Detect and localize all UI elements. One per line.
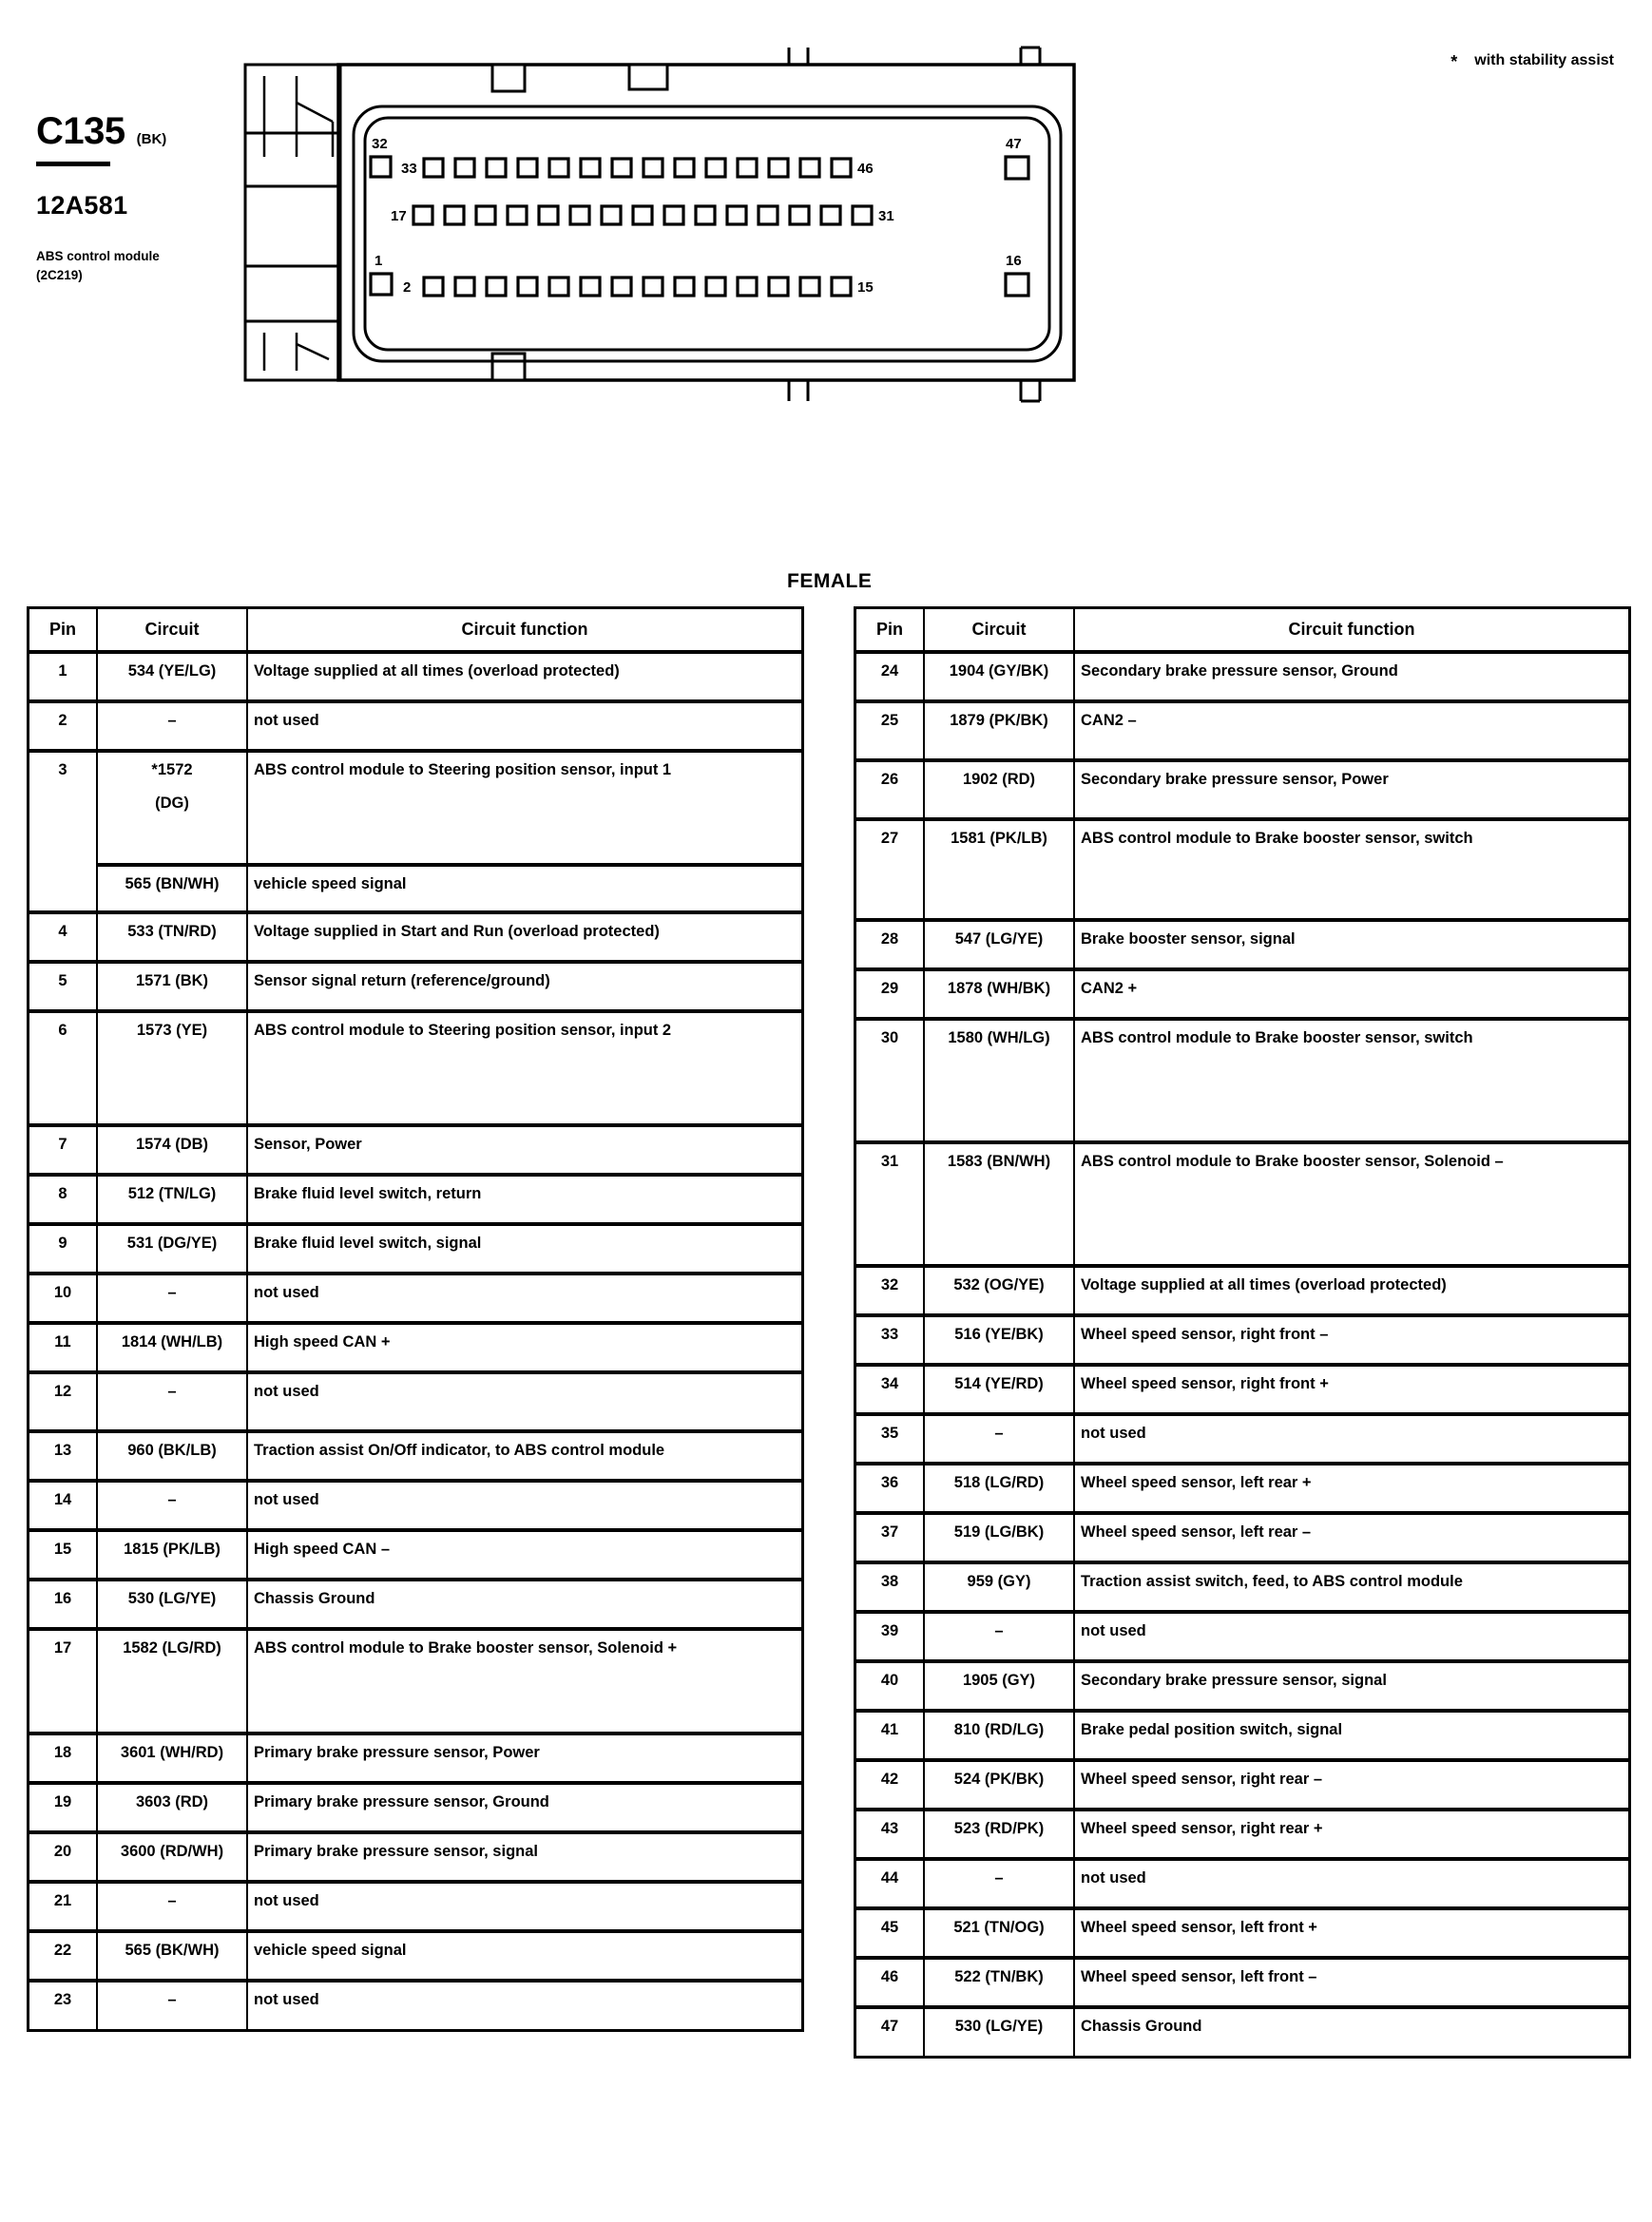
cell-circuit-function: Chassis Ground [1074,2007,1630,2057]
bracket-top-right [1021,48,1040,65]
cell-pin-number: 12 [29,1372,98,1431]
cell-circuit-function: Chassis Ground [247,1580,803,1629]
table-row [855,1513,1630,1562]
table-row [29,1011,803,1125]
cell-circuit-function: not used [247,1481,803,1530]
table-row [29,962,803,1011]
cell-pin-number: 6 [29,1011,98,1125]
pin-label-16: 16 [1006,253,1022,269]
cell-circuit-code: 512 (TN/LG) [97,1175,247,1224]
pin-cavity-17 [413,206,432,224]
cell-pin-number: 25 [855,701,925,760]
cell-circuit-function: vehicle speed signal [247,865,803,912]
pin-cavity-23 [602,206,621,224]
cell-pin-number: 41 [855,1711,925,1760]
pin-cavity-38 [581,159,600,177]
latch-segment-3 [245,186,340,266]
cell-pin-number: 23 [29,1981,98,2030]
cell-circuit-function: Wheel speed sensor, left rear – [1074,1513,1630,1562]
cell-circuit-function: CAN2 – [1074,701,1630,760]
pin-cavity-6 [549,278,568,296]
table-row [855,819,1630,920]
pin-cavity-8 [612,278,631,296]
cell-circuit-code: 1905 (GY) [924,1661,1074,1711]
table-row [855,1142,1630,1266]
pin-cavity-18 [445,206,464,224]
cell-pin-number: 19 [29,1783,98,1832]
pin-cavity-14 [800,278,819,296]
table-row [29,1274,803,1323]
table-row [29,1832,803,1882]
cell-circuit-code: 521 (TN/OG) [924,1908,1074,1958]
table-header-row [855,608,1630,653]
table-row [29,1580,803,1629]
table-row [855,1464,1630,1513]
pin-cavity-1 [371,274,392,295]
cell-pin-number: 9 [29,1224,98,1274]
cell-circuit-function: Wheel speed sensor, right front – [1074,1315,1630,1365]
cell-circuit-function: ABS control module to Steering position sensor, input 1 [247,751,803,865]
table-row [29,1125,803,1175]
pin-label-47: 47 [1006,136,1022,152]
pin-cavity-21 [539,206,558,224]
cell-circuit-code: 1878 (WH/BK) [924,969,1074,1019]
pin-label-15: 15 [857,279,874,296]
pin-cavity-10 [675,278,694,296]
table-row [855,1315,1630,1365]
cell-circuit-code: 1814 (WH/LB) [97,1323,247,1372]
cell-circuit-code: 533 (TN/RD) [97,912,247,962]
cell-circuit-code: 1879 (PK/BK) [924,701,1074,760]
table-row [29,751,803,865]
pin-cavity-41 [675,159,694,177]
cell-pin-number: 39 [855,1612,925,1661]
right-pin-table-container [854,606,1631,2059]
cell-pin-number: 14 [29,1481,98,1530]
footnote-asterisk-marker: * [1450,52,1458,71]
footnote [1450,53,1614,70]
cell-pin-number: 26 [855,760,925,819]
table-row [855,1019,1630,1142]
column-header-circuit: Circuit [97,608,247,653]
cell-circuit-code: – [97,1481,247,1530]
column-header-function: Circuit function [1074,608,1630,653]
pin-cavity-31 [853,206,872,224]
cell-circuit-function: Secondary brake pressure sensor, Ground [1074,652,1630,701]
bracket-bottom-right [1021,380,1040,401]
table-row [29,1629,803,1734]
pin-cavity-13 [769,278,788,296]
pin-cavity-15 [832,278,851,296]
cell-circuit-code: – [924,1612,1074,1661]
latch-inner-detail [264,76,333,157]
latch-segment-5 [245,321,340,380]
cell-circuit-function: Voltage supplied at all times (overload protected) [247,652,803,701]
cell-pin-number: 16 [29,1580,98,1629]
module-name-line-2: (2C219) [36,267,83,282]
table-row [29,1734,803,1783]
cell-pin-number: 5 [29,962,98,1011]
latch-segment-4 [245,266,340,321]
cell-circuit-function: not used [247,1372,803,1431]
table-row [29,701,803,751]
pin-cavity-43 [738,159,757,177]
cell-circuit-function: not used [1074,1612,1630,1661]
table-row [855,1859,1630,1908]
cell-pin-number: 20 [29,1832,98,1882]
cell-pin-number: 29 [855,969,925,1019]
table-row [29,1981,803,2030]
cell-circuit-code: 1583 (BN/WH) [924,1142,1074,1266]
pin-cavity-2 [424,278,443,296]
cell-circuit-code: 532 (OG/YE) [924,1266,1074,1315]
cell-circuit-function: ABS control module to Brake booster sensor, Solenoid – [1074,1142,1630,1266]
cell-pin-number: 22 [29,1931,98,1981]
cell-pin-number: 4 [29,912,98,962]
cell-pin-number: 8 [29,1175,98,1224]
cell-circuit-function: Primary brake pressure sensor, signal [247,1832,803,1882]
pin-cavity-32 [371,157,391,177]
cell-circuit-code: 519 (LG/BK) [924,1513,1074,1562]
pin-cavity-27 [727,206,746,224]
table-row [29,1431,803,1481]
cell-circuit-function: Voltage supplied at all times (overload protected) [1074,1266,1630,1315]
table-row [855,1760,1630,1810]
cell-pin-number: 2 [29,701,98,751]
cell-circuit-code: *1572 (DG) [97,751,247,865]
cell-pin-number: 17 [29,1629,98,1734]
pin-cavity-26 [696,206,715,224]
cell-circuit-function: Primary brake pressure sensor, Ground [247,1783,803,1832]
cell-circuit-function: not used [247,1882,803,1931]
cell-circuit-code: 565 (BN/WH) [97,865,247,912]
pin-cavity-7 [581,278,600,296]
cell-pin-number: 3 [29,751,98,912]
pin-cavity-28 [759,206,778,224]
cell-pin-number: 44 [855,1859,925,1908]
cell-circuit-code: – [97,1981,247,2030]
table-row [29,1323,803,1372]
key-tab-top-right [629,65,667,89]
cell-circuit-function: Traction assist switch, feed, to ABS control module [1074,1562,1630,1612]
table-row [29,1783,803,1832]
table-row [29,1931,803,1981]
cell-pin-number: 45 [855,1908,925,1958]
cell-pin-number: 15 [29,1530,98,1580]
cell-pin-number: 43 [855,1810,925,1859]
table-row [855,1414,1630,1464]
footnote-text: with stability assist [1474,52,1614,68]
table-row [855,1711,1630,1760]
cell-pin-number: 7 [29,1125,98,1175]
cell-circuit-code: 959 (GY) [924,1562,1074,1612]
pin-label-2: 2 [403,279,412,296]
pin-cavity-39 [612,159,631,177]
cell-circuit-code: 3600 (RD/WH) [97,1832,247,1882]
table-row [855,652,1630,701]
cell-circuit-code: 518 (LG/RD) [924,1464,1074,1513]
cell-pin-number: 30 [855,1019,925,1142]
table-row [855,1365,1630,1414]
cell-circuit-code: 3601 (WH/RD) [97,1734,247,1783]
pin-cavity-4 [487,278,506,296]
cell-pin-number: 1 [29,652,98,701]
cell-circuit-code: 1582 (LG/RD) [97,1629,247,1734]
cell-circuit-code: – [924,1859,1074,1908]
cell-circuit-code: 547 (LG/YE) [924,920,1074,969]
cell-circuit-function: High speed CAN – [247,1530,803,1580]
cell-circuit-code: 1573 (YE) [97,1011,247,1125]
cell-circuit-function: not used [1074,1859,1630,1908]
cell-circuit-code: 1902 (RD) [924,760,1074,819]
table-row [855,701,1630,760]
connector-svg [238,38,1103,409]
part-number: 12A581 [36,191,128,220]
connector-outer-body [338,65,1074,380]
cell-circuit-function: Wheel speed sensor, right rear + [1074,1810,1630,1859]
table-header-row [29,608,803,653]
cell-circuit-function: ABS control module to Brake booster sensor, switch [1074,1019,1630,1142]
latch-segment-2 [245,133,340,186]
cell-circuit-function: Secondary brake pressure sensor, Power [1074,760,1630,819]
cell-circuit-function: High speed CAN + [247,1323,803,1372]
cell-circuit-function: Brake fluid level switch, signal [247,1224,803,1274]
pin-cavity-5 [518,278,537,296]
table-row [29,912,803,962]
pin-cavity-19 [476,206,495,224]
cell-circuit-function: Brake fluid level switch, return [247,1175,803,1224]
pin-label-31: 31 [878,208,894,224]
cell-pin-number: 47 [855,2007,925,2057]
table-row [855,1810,1630,1859]
cell-pin-number: 38 [855,1562,925,1612]
cell-circuit-code: 534 (YE/LG) [97,652,247,701]
cell-circuit-function: ABS control module to Steering position sensor, input 2 [247,1011,803,1125]
table-row [855,1958,1630,2007]
table-row [855,1908,1630,1958]
cell-circuit-code: – [97,1882,247,1931]
cell-circuit-function: Sensor signal return (reference/ground) [247,962,803,1011]
cell-pin-number: 13 [29,1431,98,1481]
pin-cavity-11 [706,278,725,296]
connector-gender-label: FEMALE [787,570,873,592]
table-row [855,1562,1630,1612]
connector-inner-seal-outer [354,106,1061,361]
table-row [29,1481,803,1530]
cell-circuit-code: 1571 (BK) [97,962,247,1011]
cell-circuit-code: 514 (YE/RD) [924,1365,1074,1414]
pin-cavity-44 [769,159,788,177]
cell-circuit-function: not used [1074,1414,1630,1464]
cell-pin-number: 33 [855,1315,925,1365]
pin-cavity-42 [706,159,725,177]
table-row [29,652,803,701]
cell-circuit-function: ABS control module to Brake booster sensor, Solenoid + [247,1629,803,1734]
pin-cavity-24 [633,206,652,224]
table-row [29,1882,803,1931]
right-pin-table [854,606,1631,2059]
cell-pin-number: 37 [855,1513,925,1562]
table-row [29,1224,803,1274]
pin-label-33: 33 [401,161,417,177]
cell-circuit-function: Wheel speed sensor, right front + [1074,1365,1630,1414]
cell-circuit-code: 1580 (WH/LG) [924,1019,1074,1142]
cell-circuit-function: Wheel speed sensor, right rear – [1074,1760,1630,1810]
pin-cavity-22 [570,206,589,224]
table-row-continuation [29,865,803,912]
cell-circuit-function: Secondary brake pressure sensor, signal [1074,1661,1630,1711]
cell-pin-number: 34 [855,1365,925,1414]
cell-circuit-code: – [97,1372,247,1431]
key-tab-top-left [492,65,525,91]
pin-cavity-29 [790,206,809,224]
pin-cavity-46 [832,159,851,177]
cell-circuit-function: Primary brake pressure sensor, Power [247,1734,803,1783]
cell-pin-number: 42 [855,1760,925,1810]
cell-circuit-code: – [97,1274,247,1323]
cell-pin-number: 10 [29,1274,98,1323]
left-pin-table-container [27,606,804,2032]
pin-label-32: 32 [372,136,388,152]
pin-label-17: 17 [391,208,407,224]
pin-cavity-34 [455,159,474,177]
column-header-function: Circuit function [247,608,803,653]
cell-pin-number: 11 [29,1323,98,1372]
cell-circuit-code: 530 (LG/YE) [924,2007,1074,2057]
cell-circuit-function: Traction assist On/Off indicator, to ABS control module [247,1431,803,1481]
cell-circuit-function: Voltage supplied in Start and Run (overload protected) [247,912,803,962]
cell-circuit-code: 516 (YE/BK) [924,1315,1074,1365]
cell-pin-number: 28 [855,920,925,969]
pin-cavity-9 [644,278,663,296]
cell-circuit-function: not used [247,1274,803,1323]
cell-pin-number: 27 [855,819,925,920]
pin-cavity-30 [821,206,840,224]
pin-cavity-36 [518,159,537,177]
pin-cavity-25 [664,206,683,224]
pin-cavity-16 [1006,274,1028,296]
column-header-pin: Pin [29,608,98,653]
pin-cavity-grid [371,157,1028,296]
cell-circuit-code: 523 (RD/PK) [924,1810,1074,1859]
cell-circuit-function: Wheel speed sensor, left front – [1074,1958,1630,2007]
notch-top [789,48,808,65]
cell-circuit-code: 960 (BK/LB) [97,1431,247,1481]
table-row [855,969,1630,1019]
pin-cavity-33 [424,159,443,177]
key-tab-bottom-left [492,354,525,380]
cell-circuit-function: not used [247,701,803,751]
table-row [29,1175,803,1224]
pin-cavity-37 [549,159,568,177]
cell-circuit-code: – [97,701,247,751]
pin-cavity-3 [455,278,474,296]
cell-circuit-function: Sensor, Power [247,1125,803,1175]
left-pin-table-body [29,652,803,2030]
cell-circuit-function: Wheel speed sensor, left front + [1074,1908,1630,1958]
cell-circuit-function: vehicle speed signal [247,1931,803,1981]
pin-label-46: 46 [857,161,874,177]
pin-cavity-47 [1006,157,1028,179]
table-row [855,2007,1630,2057]
table-row [29,1530,803,1580]
cell-circuit-function: CAN2 + [1074,969,1630,1019]
column-header-circuit: Circuit [924,608,1074,653]
cell-circuit-code: 3603 (RD) [97,1783,247,1832]
pin-label-1: 1 [375,253,383,269]
table-row [855,920,1630,969]
connector-id: C135 [36,110,125,152]
cell-circuit-code: 524 (PK/BK) [924,1760,1074,1810]
connector-id-underline [36,162,110,166]
cell-circuit-code: 530 (LG/YE) [97,1580,247,1629]
cell-circuit-code: 531 (DG/YE) [97,1224,247,1274]
cell-circuit-function: Brake booster sensor, signal [1074,920,1630,969]
connector-color-code: (BK) [136,131,167,147]
module-name-line-1: ABS control module [36,249,160,263]
cell-pin-number: 31 [855,1142,925,1266]
connector-inner-seal-inner [365,118,1049,350]
cell-pin-number: 35 [855,1414,925,1464]
cell-circuit-code: 1581 (PK/LB) [924,819,1074,920]
table-row [29,1372,803,1431]
cell-pin-number: 21 [29,1882,98,1931]
cell-circuit-code: – [924,1414,1074,1464]
cell-pin-number: 18 [29,1734,98,1783]
pin-cavity-12 [738,278,757,296]
pin-cavity-35 [487,159,506,177]
cell-circuit-code: 1574 (DB) [97,1125,247,1175]
connector-face-diagram [238,38,1103,409]
cell-pin-number: 36 [855,1464,925,1513]
cell-circuit-code: 1815 (PK/LB) [97,1530,247,1580]
cell-circuit-code: 1904 (GY/BK) [924,652,1074,701]
cell-pin-number: 40 [855,1661,925,1711]
cell-pin-number: 24 [855,652,925,701]
latch-inner-detail-lower [264,333,329,371]
left-pin-table [27,606,804,2032]
latch-segment-1 [245,65,340,133]
pin-cavity-40 [644,159,663,177]
notch-bottom [789,380,808,401]
cell-pin-number: 46 [855,1958,925,2007]
cell-pin-number: 32 [855,1266,925,1315]
cell-circuit-function: Wheel speed sensor, left rear + [1074,1464,1630,1513]
column-header-pin: Pin [855,608,925,653]
right-pin-table-body [855,652,1630,2057]
cell-circuit-code: 565 (BK/WH) [97,1931,247,1981]
cell-circuit-code: 522 (TN/BK) [924,1958,1074,2007]
cell-circuit-function: not used [247,1981,803,2030]
cell-circuit-code: 810 (RD/LG) [924,1711,1074,1760]
cell-circuit-code-sub: (DG) [155,795,189,812]
pin-cavity-20 [508,206,527,224]
cell-circuit-function: Brake pedal position switch, signal [1074,1711,1630,1760]
pin-cavity-45 [800,159,819,177]
table-row [855,760,1630,819]
table-row [855,1612,1630,1661]
table-row [855,1661,1630,1711]
cell-circuit-function: ABS control module to Brake booster sensor, switch [1074,819,1630,920]
table-row [855,1266,1630,1315]
